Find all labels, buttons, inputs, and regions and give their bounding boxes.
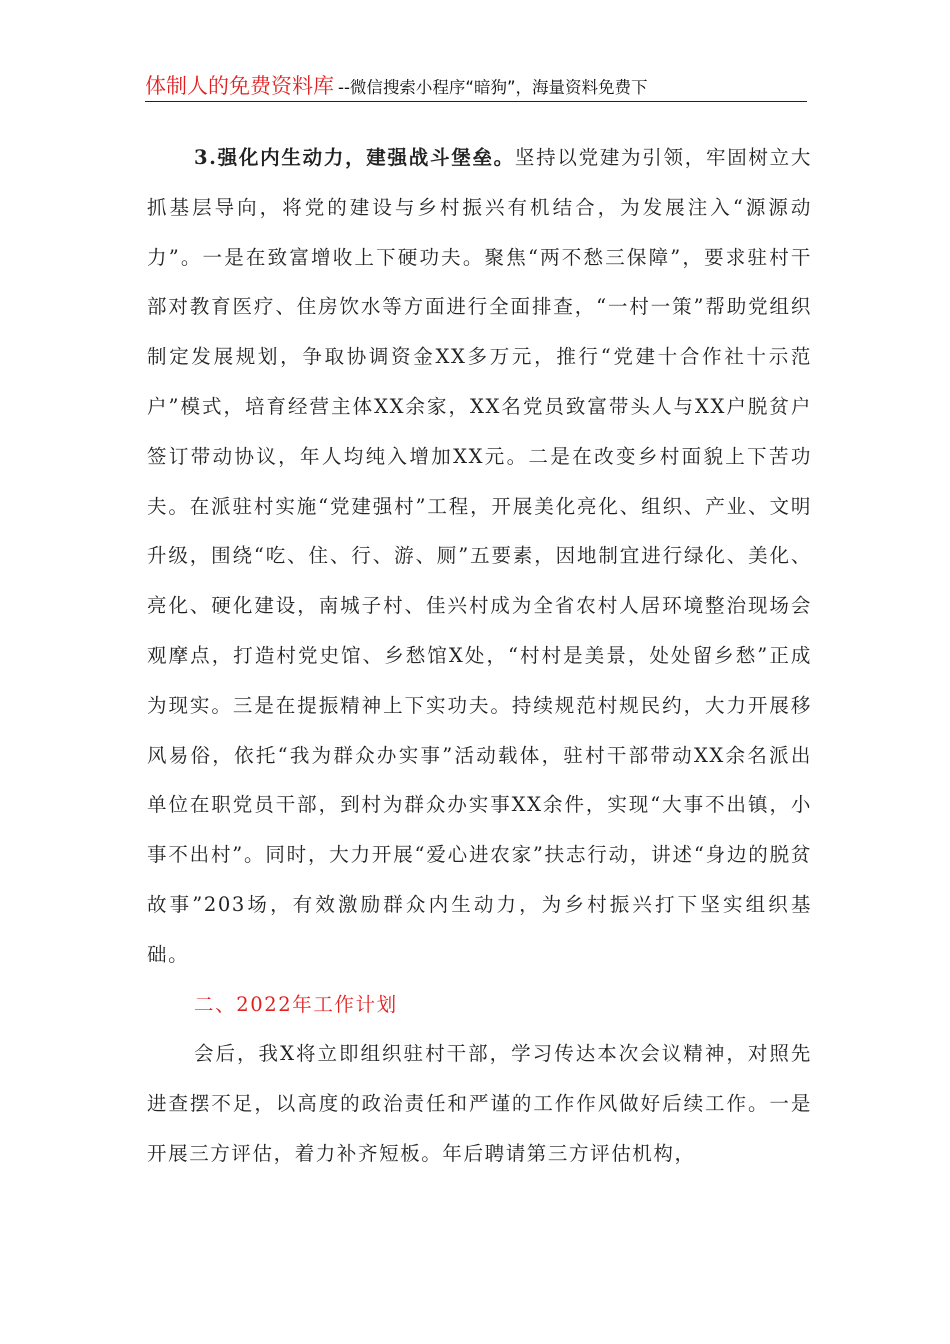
document-body	[147, 133, 812, 1179]
paragraph-body-text: 坚持以党建为引领，牢固树立大抓基层导向，将党的建设与乡村振兴有机结合，为发展注入“源源动力”。一是在致富增收上下硬功夫。聚焦“两不愁三保障”，要求驻村干部对教育医疗、住房饮水等方面进行全面排查，“一村一策”帮助党组织制定发展规划，争取协调资金XX多万元，推行“党建十合作社十示范户”模式，培育经营主体XX余家，XX名党员致富带头人与XX户脱贫户签订带动协议，年人均纯入增加XX元。二是在改变乡村面貌上下苦功夫。在派驻村实施“党建强村”工程，开展美化亮化、组织、产业、文明升级，围绕“吃、住、行、游、厕”五要素，因地制宜进行绿化、美化、亮化、硬化建设，南城子村、佳兴村成为全省农村人居环境整治现场会观摩点，打造村党史馆、乡愁馆X处，“村村是美景，处处留乡愁”正成为现实。三是在提振精神上下实功夫。持续规范村规民约，大力开展移风易俗，依托“我为群众办实事”活动载体，驻村干部带动XX余名派出单位在职党员干部，到村为群众办实事XX余件，实现“大事不出镇，小事不出村”。同时，大力开展“爱心进农家”扶志行动，讲述“身边的脱贫故事”203场，有效激励群众内生动力，为乡村振兴打下坚实组织基础。	[147, 146, 812, 966]
header-promo-note: --微信搜索小程序“暗狗”，海量资料免费下	[338, 78, 648, 97]
header-divider	[145, 101, 807, 102]
header-brand-title: 体制人的免费资料库	[145, 74, 334, 98]
paragraph-lead-heading: 3.强化内生动力，建强战斗堡垒。	[194, 146, 515, 169]
paragraph-work-plan: 会后，我X将立即组织驻村干部，学习传达本次会议精神，对照先进查摆不足，以高度的政治责任和严谨的工作作风做好后续工作。一是开展三方评估，着力补齐短板。年后聘请第三方评估机构，	[147, 1042, 812, 1165]
page-header	[145, 70, 807, 102]
paragraph-strengthen-internal-drive	[147, 133, 812, 980]
section-heading-work-plan: 二、2022年工作计划	[194, 992, 398, 1016]
